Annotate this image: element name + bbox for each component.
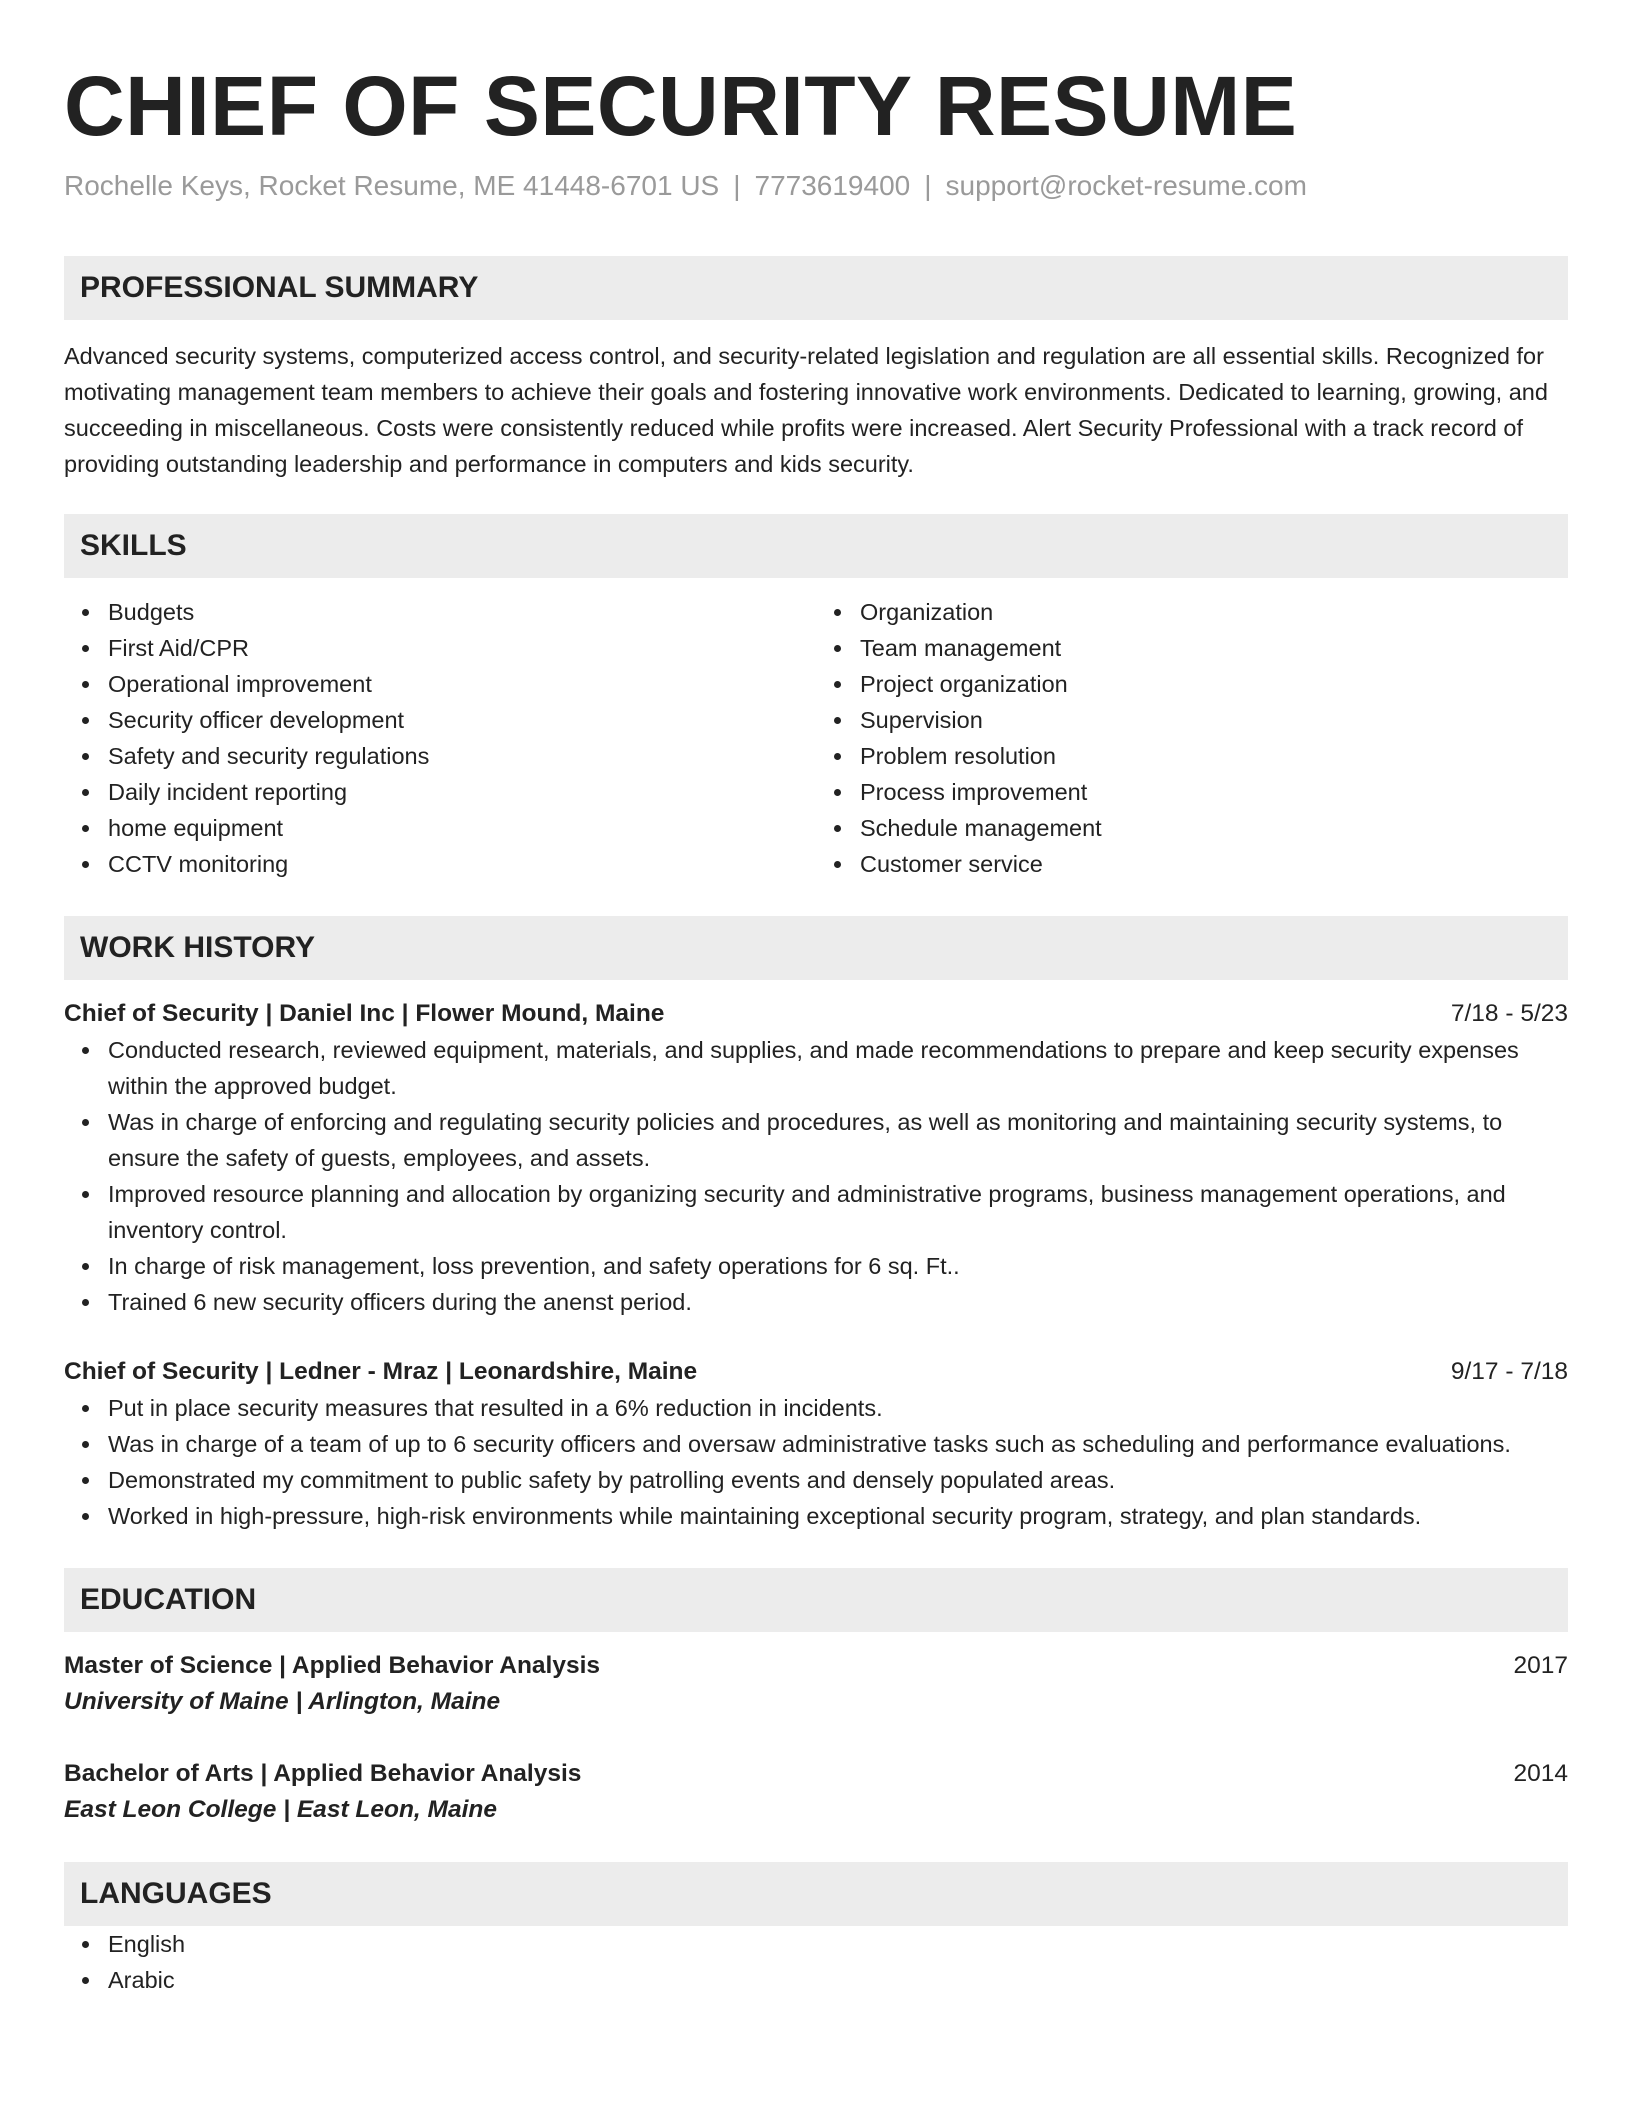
- skill-item: Supervision: [860, 702, 1568, 738]
- education-school: East Leon College | East Leon, Maine: [64, 1796, 497, 1823]
- job-entry: [64, 1354, 1568, 1534]
- education-header: [64, 1648, 1568, 1684]
- skill-item: Schedule management: [860, 810, 1568, 846]
- skill-item: Process improvement: [860, 774, 1568, 810]
- education-entry: [64, 1648, 1568, 1720]
- job-title: Chief of Security | Ledner - Mraz | Leonardshire, Maine: [64, 1358, 698, 1385]
- section-heading-languages: LANGUAGES: [64, 1862, 1568, 1926]
- job-dates: 9/17 - 7/18: [1450, 1358, 1568, 1385]
- job-bullet-list: [64, 1032, 1568, 1320]
- skill-item: CCTV monitoring: [108, 846, 816, 882]
- skills-column-left: [64, 594, 816, 882]
- skills-grid: [64, 594, 1568, 882]
- job-bullet: Was in charge of enforcing and regulating security policies and procedures, as well as monitoring and maintaining security systems, to ensure the safety of guests, employees, and assets.: [108, 1104, 1568, 1176]
- resume-title: CHIEF OF SECURITY RESUME: [64, 59, 1298, 153]
- job-bullet: Was in charge of a team of up to 6 security officers and oversaw administrative tasks such as scheduling and performance evaluations.: [108, 1426, 1568, 1462]
- job-bullet: Trained 6 new security officers during the anenst period.: [108, 1284, 1568, 1320]
- skill-item: Security officer development: [108, 702, 816, 738]
- summary-text: Advanced security systems, computerized access control, and security-related legislation and regulation are all essential skills. Recognized for motivating management team members to achieve their goals and fostering innovative work environments. Dedicated to learning, growing, and succeeding in miscellaneous. Costs were consistently reduced while profits were increased. Alert Security Professional with a track record of providing outstanding leadership and performance in computers and kids security.: [64, 343, 1548, 477]
- contact-address: Rochelle Keys, Rocket Resume, ME 41448-6701 US: [64, 170, 720, 201]
- skill-item: Daily incident reporting: [108, 774, 816, 810]
- contact-email[interactable]: support@rocket-resume.com: [945, 170, 1307, 201]
- job-entry: [64, 996, 1568, 1320]
- section-heading-education: EDUCATION: [64, 1568, 1568, 1632]
- job-dates: 7/18 - 5/23: [1450, 1000, 1568, 1027]
- job-header: [64, 996, 1568, 1032]
- education-year: 2017: [1513, 1652, 1568, 1679]
- contact-line: [64, 168, 1568, 204]
- education-header: [64, 1756, 1568, 1792]
- skills-column-right: [816, 594, 1568, 882]
- language-item: English: [108, 1926, 1568, 1962]
- contact-phone: 7773619400: [754, 170, 911, 201]
- skill-item: Organization: [860, 594, 1568, 630]
- education-school: University of Maine | Arlington, Maine: [64, 1688, 501, 1715]
- skill-item: Team management: [860, 630, 1568, 666]
- skill-item: Safety and security regulations: [108, 738, 816, 774]
- skill-item: Budgets: [108, 594, 816, 630]
- job-bullet: Worked in high-pressure, high-risk environments while maintaining exceptional security program, strategy, and plan standards.: [108, 1498, 1568, 1534]
- skill-item: Problem resolution: [860, 738, 1568, 774]
- language-item: Arabic: [108, 1962, 1568, 1998]
- education-degree: Bachelor of Arts | Applied Behavior Analysis: [64, 1760, 582, 1787]
- job-bullet-list: [64, 1390, 1568, 1534]
- skill-item: Project organization: [860, 666, 1568, 702]
- skill-item: Operational improvement: [108, 666, 816, 702]
- education-year: 2014: [1513, 1760, 1568, 1787]
- job-bullet: Demonstrated my commitment to public safety by patrolling events and densely populated areas.: [108, 1462, 1568, 1498]
- skill-item: First Aid/CPR: [108, 630, 816, 666]
- skill-item: Customer service: [860, 846, 1568, 882]
- skill-item: home equipment: [108, 810, 816, 846]
- job-bullet: Put in place security measures that resulted in a 6% reduction in incidents.: [108, 1390, 1568, 1426]
- language-list: [64, 1926, 1568, 1998]
- education-entry: [64, 1756, 1568, 1828]
- contact-separator: |: [733, 170, 741, 201]
- section-heading-summary: PROFESSIONAL SUMMARY: [64, 256, 1568, 320]
- job-bullet: Conducted research, reviewed equipment, materials, and supplies, and made recommendations to prepare and keep security expenses within the approved budget.: [108, 1032, 1568, 1104]
- job-bullet: Improved resource planning and allocation by organizing security and administrative programs, business management operations, and inventory control.: [108, 1176, 1568, 1248]
- job-bullet: In charge of risk management, loss prevention, and safety operations for 6 sq. Ft..: [108, 1248, 1568, 1284]
- education-degree: Master of Science | Applied Behavior Analysis: [64, 1652, 601, 1679]
- contact-separator: |: [924, 170, 932, 201]
- job-header: [64, 1354, 1568, 1390]
- job-title: Chief of Security | Daniel Inc | Flower Mound, Maine: [64, 1000, 665, 1027]
- section-heading-skills: SKILLS: [64, 514, 1568, 578]
- section-heading-work: WORK HISTORY: [64, 916, 1568, 980]
